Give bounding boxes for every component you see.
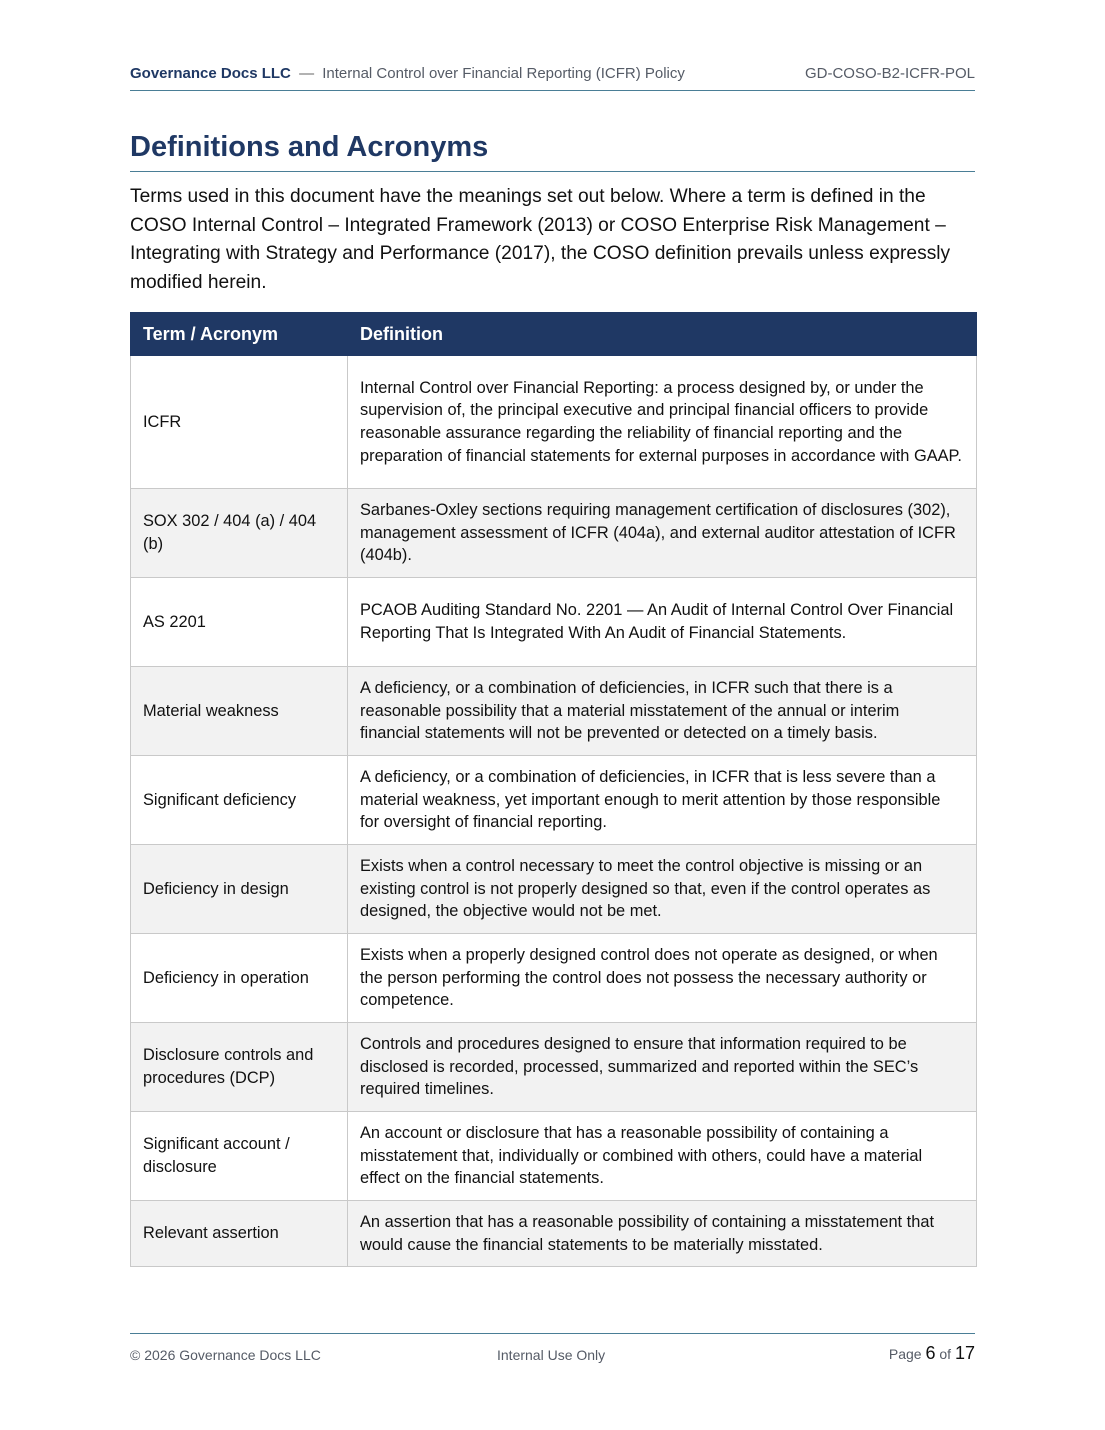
table-header-row xyxy=(131,313,977,356)
table-row xyxy=(131,356,977,489)
definitions-table xyxy=(130,312,977,1267)
page-of-label: of xyxy=(939,1346,952,1362)
definition-cell: Exists when a properly designed control does not operate as designed, or when the person performing the control does not possess the necessary authority or competence. xyxy=(348,934,977,1023)
table-row xyxy=(131,1023,977,1112)
definition-cell: PCAOB Auditing Standard No. 2201 — An Audit of Internal Control Over Financial Reporting That Is Integrated With An Audit of Financial Statements. xyxy=(348,578,977,667)
definition-cell: Exists when a control necessary to meet the control objective is missing or an existing control is not properly designed so that, even if the control operates as designed, the objective would not be met. xyxy=(348,845,977,934)
term-cell: Deficiency in design xyxy=(131,845,348,934)
term-cell: Disclosure controls and procedures (DCP) xyxy=(131,1023,348,1112)
classification-label: Internal Use Only xyxy=(497,1347,606,1363)
page-label: Page xyxy=(888,1346,922,1362)
definition-cell: Controls and procedures designed to ensure that information required to be disclosed is recorded, processed, summarized and reported within the SEC’s required timelines. xyxy=(348,1023,977,1112)
term-cell: Relevant assertion xyxy=(131,1201,348,1267)
definition-cell: An assertion that has a reasonable possibility of containing a misstatement that would cause the financial statements to be materially misstated. xyxy=(348,1201,977,1267)
table-row xyxy=(131,845,977,934)
definition-cell: Internal Control over Financial Reporting: a process designed by, or under the supervision of, the principal executive and principal financial officers to provide reasonable assurance regarding the reliability of financial reporting and the preparation of financial statements for external purposes in accordance with GAAP. xyxy=(348,356,977,489)
section-title: Definitions and Acronyms xyxy=(130,128,975,172)
term-cell: Material weakness xyxy=(131,667,348,756)
term-cell: Significant deficiency xyxy=(131,756,348,845)
document-id: GD-COSO-B2-ICFR-POL xyxy=(804,65,975,82)
column-header-term: Term / Acronym xyxy=(131,313,348,356)
table-row xyxy=(131,934,977,1023)
definition-cell: An account or disclosure that has a reasonable possibility of containing a misstatement that, individually or combined with others, could have a material effect on the financial statements. xyxy=(348,1112,977,1201)
page-header xyxy=(130,62,975,91)
header-separator: — xyxy=(299,65,315,82)
intro-paragraph: Terms used in this document have the meanings set out below. Where a term is defined in the COSO Internal Control – Integrated Framework (2013) or COSO Enterprise Risk Management – Integrating with Strategy and Performance (2017), the COSO definition prevails unless expressly modified herein. xyxy=(130,186,951,293)
definition-cell: A deficiency, or a combination of deficiencies, in ICFR such that there is a reasonable possibility that a material misstatement of the annual or interim financial statements will not be prevented or detected on a timely basis. xyxy=(348,667,977,756)
column-header-definition: Definition xyxy=(348,313,977,356)
table-row xyxy=(131,489,977,578)
term-cell: ICFR xyxy=(131,356,348,489)
term-cell: Deficiency in operation xyxy=(131,934,348,1023)
term-cell: AS 2201 xyxy=(131,578,348,667)
document-title: Internal Control over Financial Reporting (ICFR) Policy xyxy=(322,65,685,82)
page-current: 6 xyxy=(925,1343,936,1363)
table-row xyxy=(131,667,977,756)
page-total: 17 xyxy=(954,1343,975,1363)
table-row xyxy=(131,756,977,845)
table-row xyxy=(131,1201,977,1267)
page-footer xyxy=(130,1333,975,1374)
table-row xyxy=(131,1112,977,1201)
page-number xyxy=(889,1343,975,1364)
header-left xyxy=(130,65,685,82)
definition-cell: Sarbanes-Oxley sections requiring management certification of disclosures (302), management assessment of ICFR (404a), and external auditor attestation of ICFR (404b). xyxy=(348,489,977,578)
copyright: © 2026 Governance Docs LLC xyxy=(130,1347,321,1363)
term-cell: Significant account / disclosure xyxy=(131,1112,348,1201)
term-cell: SOX 302 / 404 (a) / 404 (b) xyxy=(131,489,348,578)
table-row xyxy=(131,578,977,667)
definition-cell: A deficiency, or a combination of deficiencies, in ICFR that is less severe than a material weakness, yet important enough to merit attention by those responsible for oversight of financial reporting. xyxy=(348,756,977,845)
company-name: Governance Docs LLC xyxy=(130,65,291,82)
